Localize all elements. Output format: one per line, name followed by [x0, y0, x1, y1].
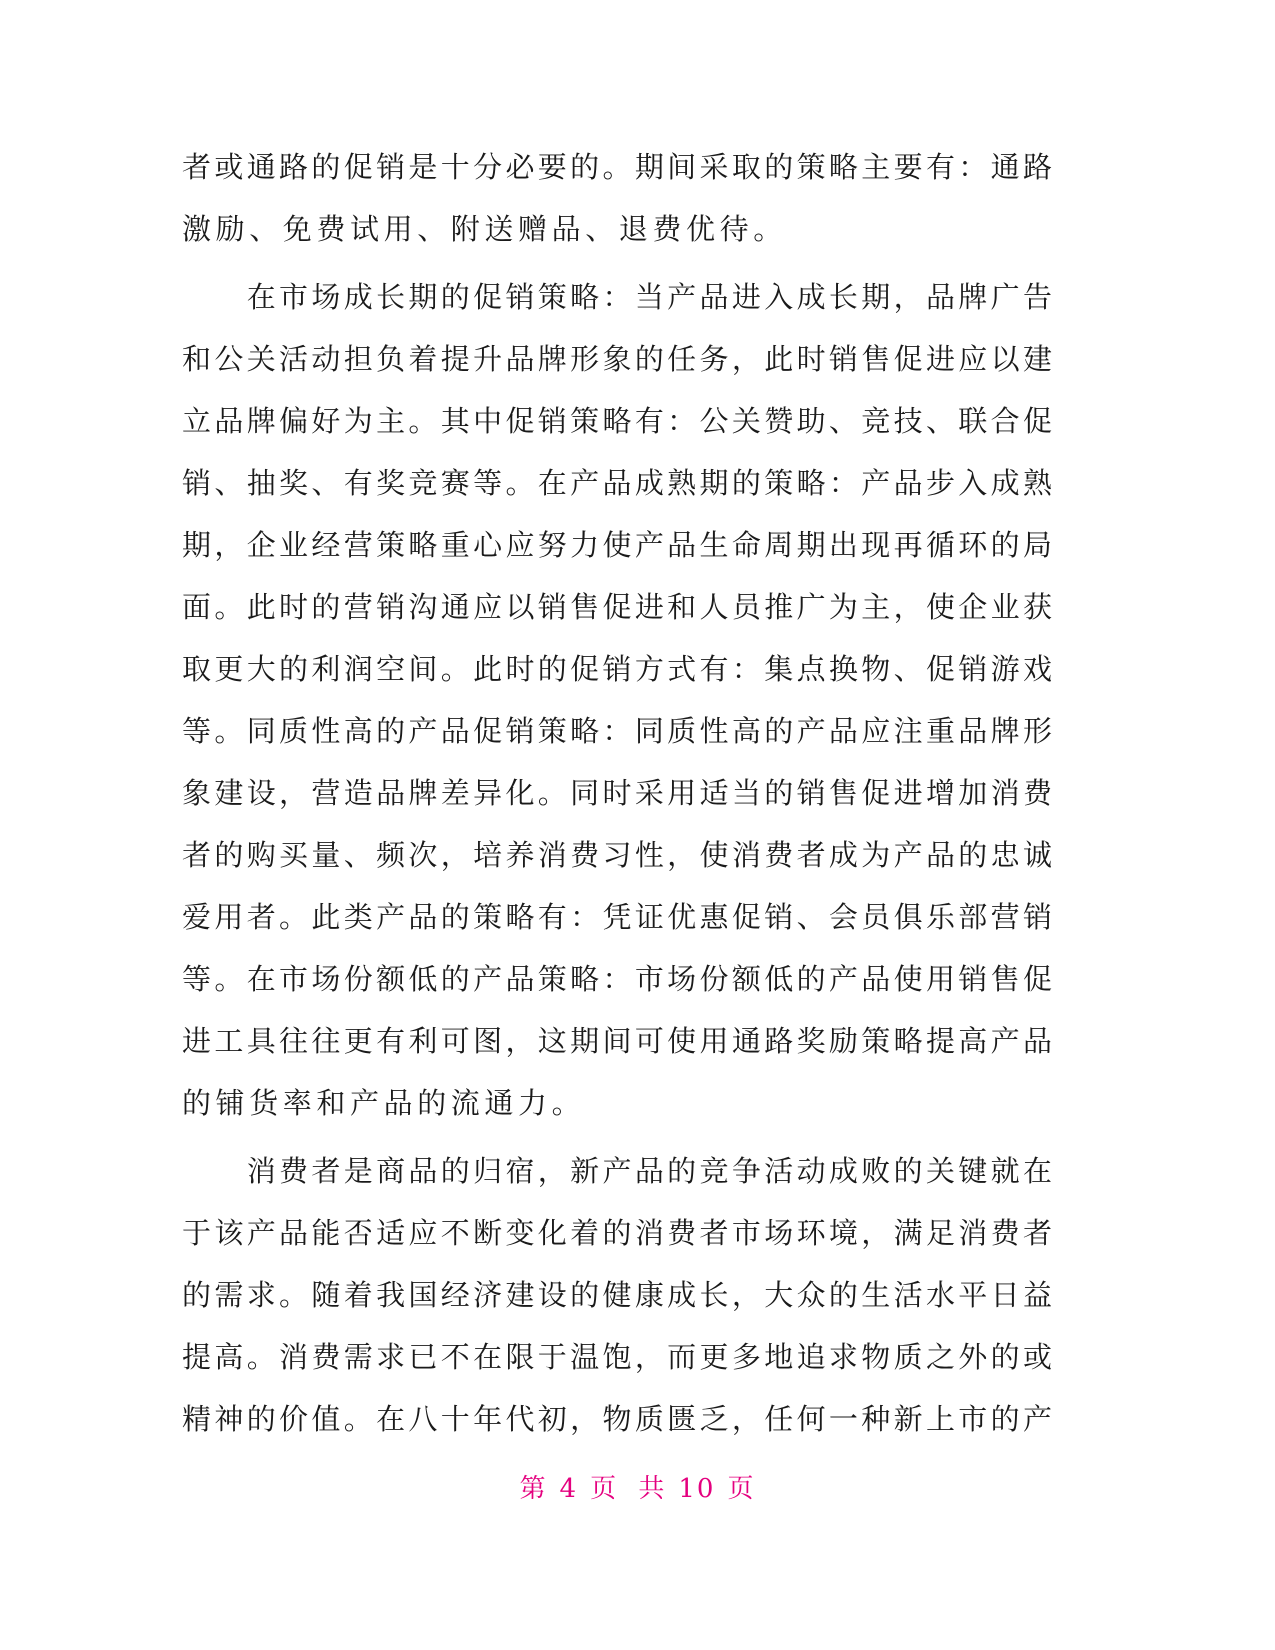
text-line: 激励、免费试用、附送赠品、退费优待。: [182, 212, 787, 246]
text-line: 期，企业经营策略重心应努力使产品生命周期出现再循环的局: [182, 528, 1052, 562]
text-line: 等。在市场份额低的产品策略：市场份额低的产品使用销售促: [182, 962, 1052, 996]
text-line: 者或通路的促销是十分必要的。期间采取的策略主要有：通路: [182, 150, 1052, 184]
footer-total-pages: 10: [678, 1474, 716, 1504]
text-line: 和公关活动担负着提升品牌形象的任务，此时销售促进应以建: [182, 342, 1052, 376]
body-text: [182, 136, 1052, 1450]
text-line: 进工具往往更有利可图，这期间可使用通路奖励策略提高产品: [182, 1024, 1052, 1058]
page-footer: [0, 1468, 1275, 1505]
footer-prefix: 第: [519, 1474, 548, 1504]
text-line: 于该产品能否适应不断变化着的消费者市场环境，满足消费者: [182, 1216, 1052, 1250]
text-line: 等。同质性高的产品促销策略：同质性高的产品应注重品牌形: [182, 714, 1052, 748]
text-line: 的铺货率和产品的流通力。: [182, 1086, 586, 1120]
text-line: 的需求。随着我国经济建设的健康成长，大众的生活水平日益: [182, 1278, 1052, 1312]
text-line: 取更大的利润空间。此时的促销方式有：集点换物、促销游戏: [182, 652, 1052, 686]
text-line: 精神的价值。在八十年代初，物质匮乏，任何一种新上市的产: [182, 1402, 1052, 1436]
text-line: 立品牌偏好为主。其中促销策略有：公关赞助、竞技、联合促: [182, 404, 1052, 438]
text-line: 象建设，营造品牌差异化。同时采用适当的销售促进增加消费: [182, 776, 1052, 810]
text-line: 者的购买量、频次，培养消费习性，使消费者成为产品的忠诚: [182, 838, 1052, 872]
text-line: 在市场成长期的促销策略：当产品进入成长期，品牌广告: [182, 280, 1052, 314]
footer-suffix: 页: [727, 1474, 756, 1504]
text-line: 提高。消费需求已不在限于温饱，而更多地追求物质之外的或: [182, 1340, 1052, 1374]
footer-current-page: 4: [559, 1474, 579, 1504]
text-line: 消费者是商品的归宿，新产品的竞争活动成败的关键就在: [182, 1154, 1052, 1188]
text-line: 爱用者。此类产品的策略有：凭证优惠促销、会员俱乐部营销: [182, 900, 1052, 934]
footer-middle: 页 共: [590, 1474, 667, 1504]
text-line: 销、抽奖、有奖竞赛等。在产品成熟期的策略：产品步入成熟: [182, 466, 1052, 500]
text-line: 面。此时的营销沟通应以销售促进和人员推广为主，使企业获: [182, 590, 1052, 624]
